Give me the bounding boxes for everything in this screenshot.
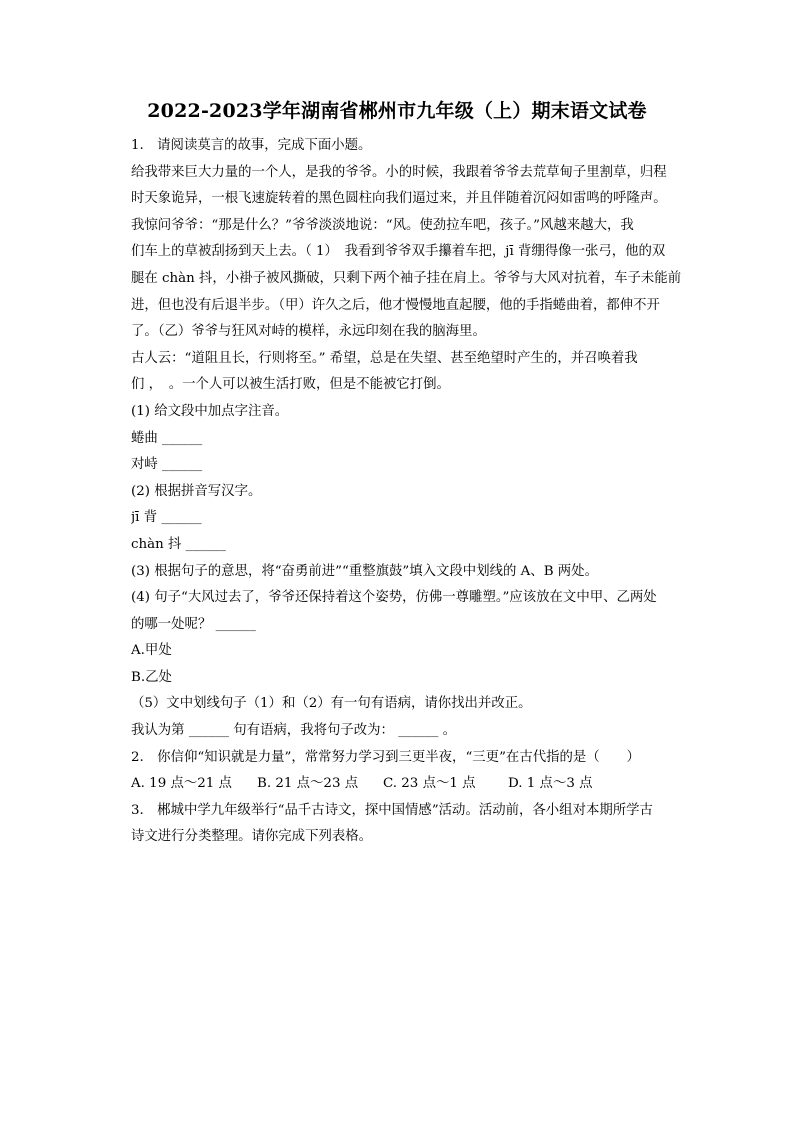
exam-content bbox=[131, 133, 696, 851]
option-c: C. 23 点～1 点 bbox=[383, 776, 476, 792]
answer-blank-line: 蜷曲 ______ bbox=[131, 430, 203, 446]
sub-question-5-answer: 我认为第 ______ 句有语病，我将句子改为： ______ 。 bbox=[131, 723, 457, 739]
question-1-heading: 1. 请阅读莫言的故事，完成下面小题。 bbox=[131, 138, 372, 153]
passage-line: 们 ， 。一个人可以被生活打败，但是不能被它打倒。 bbox=[131, 377, 450, 393]
sub-question-4: (4) 句子“大风过去了，爷爷还保持着这个姿势，仿佛一尊雕塑。”应该放在文中甲、乙两处 bbox=[131, 590, 657, 606]
question-3-continued: 诗文进行分类整理。请你完成下列表格。 bbox=[131, 829, 373, 845]
passage-line: 我惊问爷爷：“那是什么？”爷爷淡淡地说：“风。使劲拉车吧，孩子。”风越来越大，我 bbox=[131, 217, 634, 233]
sub-question-1: (1) 给文段中加点字注音。 bbox=[131, 403, 289, 419]
option-a: A. 19 点～21 点 bbox=[131, 776, 232, 792]
passage-line: 给我带来巨大力量的一个人，是我的爷爷。小的时候，我跟着爷爷去荒草甸子里割草，归程 bbox=[131, 164, 667, 180]
question-3: 3. 郴城中学九年级举行“品千古诗文，探中国情感”活动。活动前，各小组对本期所学古 bbox=[131, 802, 653, 818]
sub-question-2: (2) 根据拼音写汉字。 bbox=[131, 483, 262, 499]
sub-question-5: （5）文中划线句子（1）和（2）有一句有语病，请你找出并改正。 bbox=[131, 696, 532, 712]
page-title: 2022-2023学年湖南省郴州市九年级（上）期末语文试卷 bbox=[147, 100, 647, 122]
option-b: B. 21 点～23 点 bbox=[257, 776, 359, 792]
sub-question-4-continued: 的哪一处呢？ ______ bbox=[131, 616, 256, 632]
question-2-options bbox=[131, 771, 696, 798]
answer-blank-line: jī 背 ______ bbox=[131, 510, 202, 526]
option-a: A.甲处 bbox=[131, 643, 172, 659]
passage-line: 时天象诡异，一根飞速旋转着的黑色圆柱向我们逼过来，并且伴随着沉闷如雷鸣的呼隆声。 bbox=[131, 191, 667, 207]
answer-blank-line: 对峙 ______ bbox=[131, 457, 203, 473]
passage-line: 们车上的草被刮扬到天上去。（ 1） 我看到爷爷双手攥着车把，jī 背绷得像一张弓，他的双 bbox=[131, 244, 666, 260]
passage-line: 了。（乙）爷爷与狂风对峙的模样，永远印刻在我的脑海里。 bbox=[131, 324, 486, 340]
passage-line: 进，但也没有后退半步。（甲）许久之后，他才慢慢地直起腰，他的手指蜷曲着，都伸不开 bbox=[131, 297, 660, 313]
option-b: B.乙处 bbox=[131, 669, 172, 685]
question-2: 2. 你信仰“知识就是力量”，常常努力学习到三更半夜，“三更”在古代指的是（ ） bbox=[131, 749, 640, 765]
passage-line: 腿在 chàn 抖，小褂子被风撕破，只剩下两个袖子挂在肩上。爷爷与大风对抗着，车子未能前 bbox=[131, 270, 682, 286]
sub-question-3: (3) 根据句子的意思，将“奋勇前进”“重整旗鼓”填入文段中划线的 A、B 两处。 bbox=[131, 563, 598, 579]
answer-blank-line: chàn 抖 ______ bbox=[131, 536, 226, 552]
option-d: D. 1 点～3 点 bbox=[508, 776, 593, 792]
passage-line: 古人云：“道阻且长，行则将至。” 希望，总是在失望、甚至绝望时产生的，并召唤着我 bbox=[131, 350, 638, 366]
